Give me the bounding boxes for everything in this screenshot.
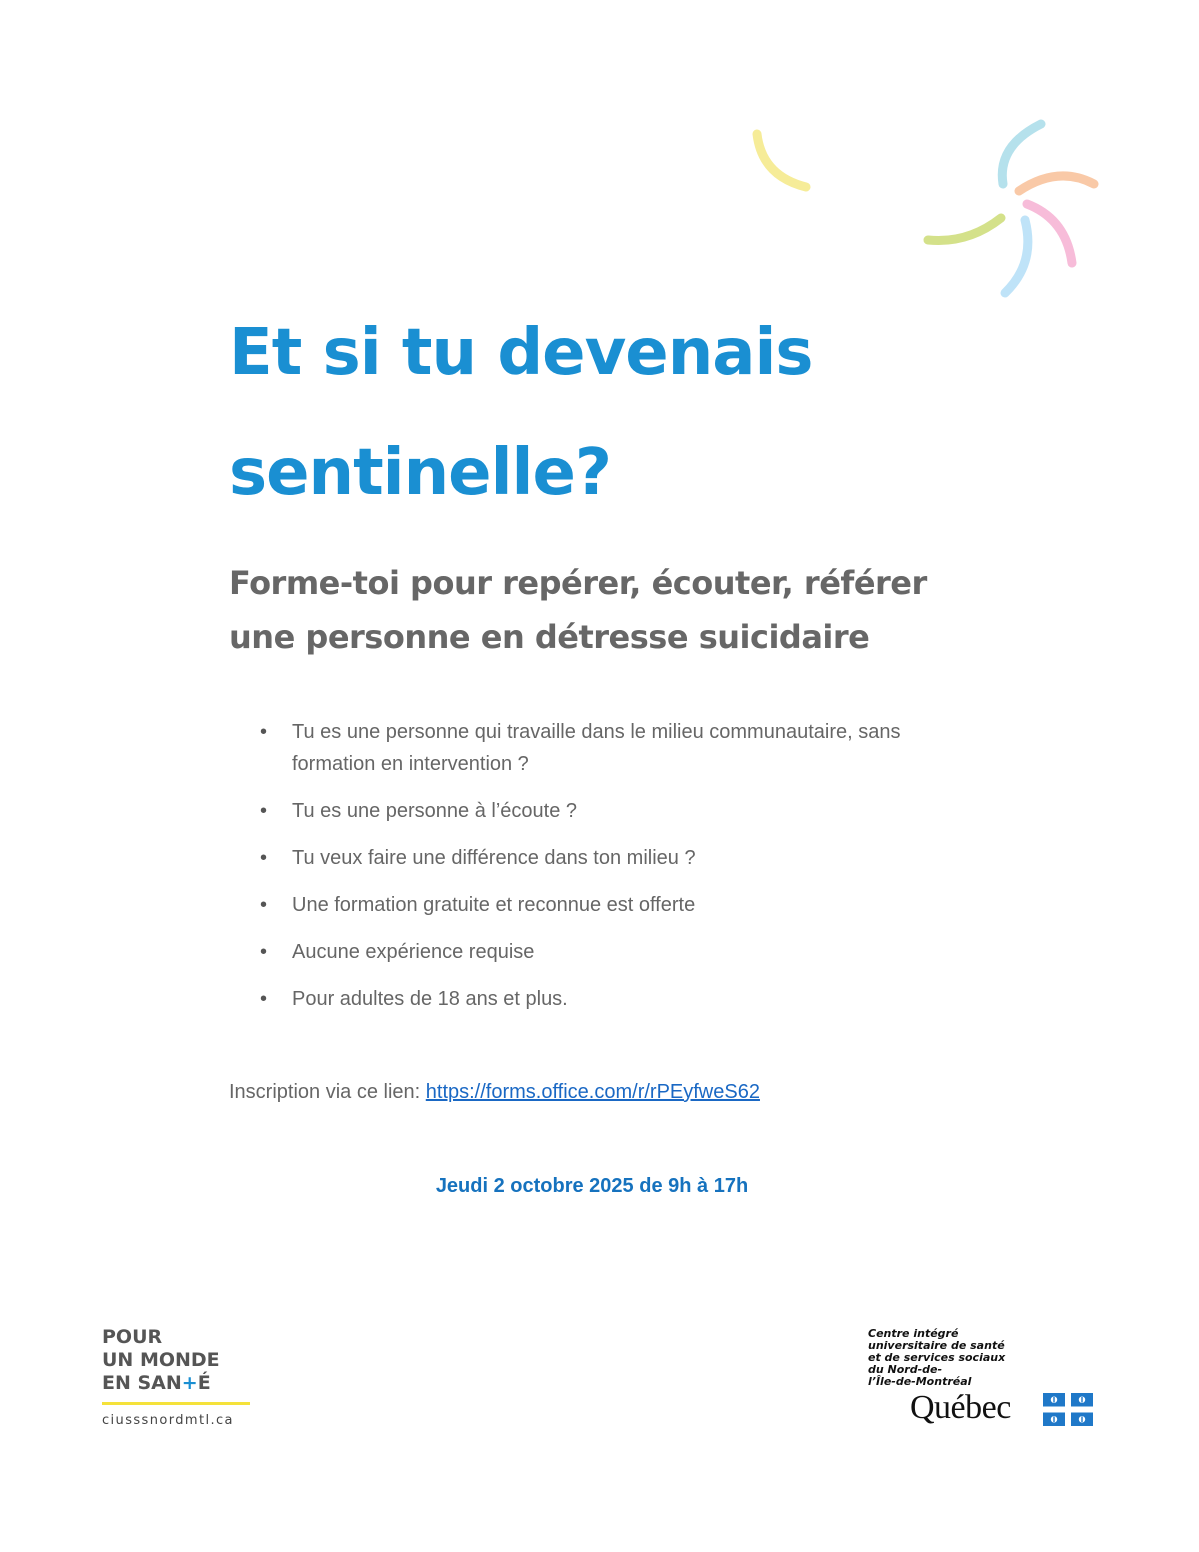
page-subtitle — [229, 556, 989, 664]
list-item — [260, 983, 960, 1015]
sky-arc — [1005, 220, 1028, 293]
org-line: Centre intégré — [868, 1327, 959, 1340]
slogan-line-3-end: É — [197, 1372, 211, 1394]
slogan-line-3 — [102, 1372, 220, 1395]
peach-arc — [1019, 176, 1094, 191]
bullet-marker: • — [260, 988, 268, 1010]
bullet-marker: • — [260, 847, 268, 869]
plus-icon: + — [181, 1372, 198, 1394]
quebec-wordmark: Québec — [910, 1389, 1011, 1426]
ciusss-org-name — [868, 1328, 1005, 1388]
list-item — [260, 842, 960, 874]
list-item — [260, 716, 960, 780]
inscription-label: Inscription via ce lien: — [229, 1081, 426, 1103]
slogan-line-2: UN MONDE — [102, 1349, 220, 1371]
bullet-marker: • — [260, 894, 268, 916]
list-item-text: Tu es une personne à l’écoute ? — [292, 800, 578, 822]
bullet-marker: • — [260, 941, 268, 963]
title-line-1: Et si tu devenais — [229, 316, 813, 390]
yellow-arc — [757, 134, 806, 187]
list-item-text: Une formation gratuite et reconnue est offerte — [292, 894, 696, 916]
olive-arc — [928, 218, 1001, 241]
org-line: universitaire de santé — [868, 1339, 1005, 1352]
subtitle-line-2: une personne en détresse suicidaire — [229, 618, 870, 656]
subtitle-line-1: Forme-toi pour repérer, écouter, référer — [229, 564, 927, 602]
event-date: Jeudi 2 octobre 2025 de 9h à 17h — [435, 1175, 749, 1197]
list-item-text: Tu veux faire une différence dans ton milieu ? — [292, 847, 696, 869]
website-text: ciusssnordmtl.ca — [102, 1413, 234, 1428]
bullet-list — [260, 716, 960, 1030]
registration-link[interactable]: https://forms.office.com/r/rPEyfweS62 — [425, 1081, 760, 1103]
list-item — [260, 795, 960, 827]
org-line: l’Île-de-Montréal — [868, 1375, 972, 1388]
list-item-text: Tu es une personne qui travaille dans le milieu communautaire, sans formation en intervention ? — [292, 721, 901, 775]
light-blue-arc — [1002, 124, 1041, 184]
org-line: du Nord-de- — [868, 1363, 943, 1376]
slogan-underline — [102, 1402, 250, 1405]
slogan-logo — [102, 1326, 220, 1395]
bullet-marker: • — [260, 800, 268, 822]
org-line: et de services sociaux — [868, 1351, 1006, 1364]
slogan-line-3-start: EN SAN — [102, 1372, 182, 1394]
slogan-line-1: POUR — [102, 1326, 163, 1348]
list-item — [260, 936, 960, 968]
page-title — [229, 293, 989, 533]
bullet-marker: • — [260, 721, 268, 743]
list-item — [260, 889, 960, 921]
title-line-2: sentinelle? — [229, 436, 611, 510]
pink-arc — [1027, 204, 1072, 263]
inscription-line — [229, 1076, 760, 1108]
quebec-flag-icon — [1043, 1393, 1093, 1426]
list-item-text: Pour adultes de 18 ans et plus. — [292, 988, 568, 1010]
list-item-text: Aucune expérience requise — [292, 941, 535, 963]
